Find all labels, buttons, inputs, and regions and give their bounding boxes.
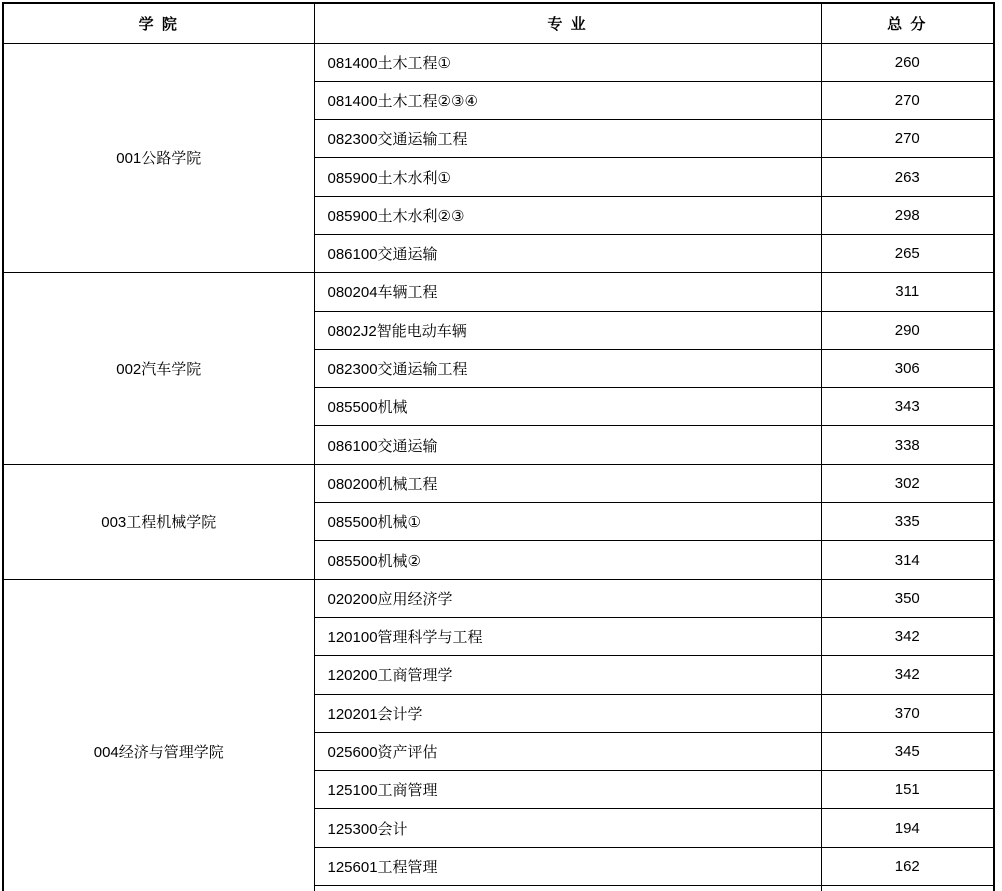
score-cell: 263 — [821, 158, 994, 196]
score-cell — [821, 886, 994, 891]
score-cell: 345 — [821, 732, 994, 770]
score-cell: 302 — [821, 464, 994, 502]
scores-table — [2, 2, 995, 891]
score-cell: 314 — [821, 541, 994, 579]
score-cell: 194 — [821, 809, 994, 847]
major-cell: 120200工商管理学 — [314, 656, 821, 694]
score-cell: 342 — [821, 656, 994, 694]
major-cell: 0802J2智能电动车辆 — [314, 311, 821, 349]
table-row — [3, 43, 994, 81]
score-cell: 343 — [821, 388, 994, 426]
score-cell: 270 — [821, 81, 994, 119]
table-row — [3, 464, 994, 502]
major-cell: 082300交通运输工程 — [314, 349, 821, 387]
major-cell: 085500机械 — [314, 388, 821, 426]
college-cell: 003工程机械学院 — [3, 464, 314, 579]
score-cell: 270 — [821, 120, 994, 158]
major-cell — [314, 886, 821, 891]
major-cell: 025600资产评估 — [314, 732, 821, 770]
score-cell: 311 — [821, 273, 994, 311]
major-cell: 085500机械① — [314, 503, 821, 541]
score-cell: 335 — [821, 503, 994, 541]
score-cell: 338 — [821, 426, 994, 464]
score-cell: 260 — [821, 43, 994, 81]
score-cell: 151 — [821, 771, 994, 809]
score-cell: 265 — [821, 234, 994, 272]
score-cell: 370 — [821, 694, 994, 732]
major-cell: 085500机械② — [314, 541, 821, 579]
header-score: 总 分 — [821, 3, 994, 43]
major-cell: 086100交通运输 — [314, 426, 821, 464]
score-cell: 350 — [821, 579, 994, 617]
header-major: 专 业 — [314, 3, 821, 43]
table-row — [3, 579, 994, 617]
college-cell: 004经济与管理学院 — [3, 579, 314, 891]
major-cell: 080204车辆工程 — [314, 273, 821, 311]
major-cell: 081400土木工程②③④ — [314, 81, 821, 119]
score-cell: 298 — [821, 196, 994, 234]
major-cell: 080200机械工程 — [314, 464, 821, 502]
major-cell: 125601工程管理 — [314, 847, 821, 885]
score-cell: 162 — [821, 847, 994, 885]
major-cell: 020200应用经济学 — [314, 579, 821, 617]
major-cell: 125300会计 — [314, 809, 821, 847]
score-cell: 342 — [821, 617, 994, 655]
college-cell: 001公路学院 — [3, 43, 314, 273]
score-cell: 290 — [821, 311, 994, 349]
table-header-row — [3, 3, 994, 43]
major-cell: 085900土木水利① — [314, 158, 821, 196]
major-cell: 120100管理科学与工程 — [314, 617, 821, 655]
major-cell: 086100交通运输 — [314, 234, 821, 272]
table-body — [3, 43, 994, 891]
major-cell: 081400土木工程① — [314, 43, 821, 81]
table-row — [3, 273, 994, 311]
major-cell: 085900土木水利②③ — [314, 196, 821, 234]
major-cell: 125100工商管理 — [314, 771, 821, 809]
major-cell: 082300交通运输工程 — [314, 120, 821, 158]
college-cell: 002汽车学院 — [3, 273, 314, 464]
major-cell: 120201会计学 — [314, 694, 821, 732]
score-cell: 306 — [821, 349, 994, 387]
header-college: 学 院 — [3, 3, 314, 43]
